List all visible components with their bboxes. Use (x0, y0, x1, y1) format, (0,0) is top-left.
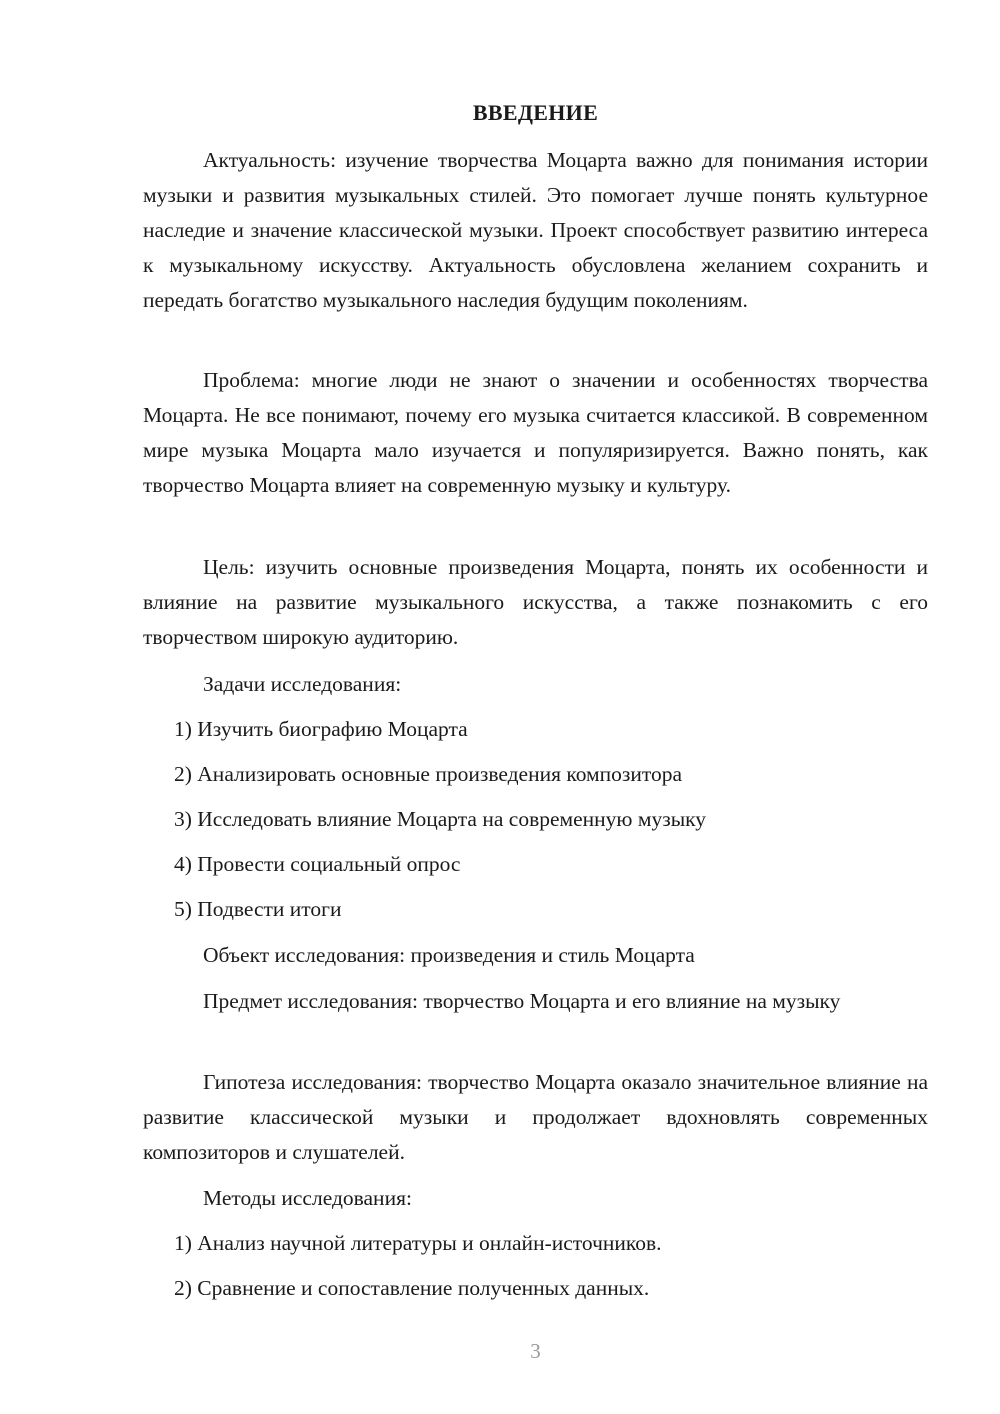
page-number: 3 (530, 1339, 541, 1363)
problem-paragraph: Проблема: многие люди не знают о значении и особенностях творчества Моцарта. Не все понимают, почему его музыка считается классикой. В современном мире музыка Моцарта мало изучается и популяризируется. Важно понять, как творчество Моцарта влияет на современную музыку и культуру. (143, 368, 928, 497)
subject-paragraph: Предмет исследования: творчество Моцарта и его влияние на музыку (203, 989, 841, 1013)
goal-paragraph: Цель: изучить основные произведения Моцарта, понять их особенности и влияние на развитие музыкального искусства, а также познакомить с его творчеством широкую аудиторию. (143, 555, 928, 649)
method-item: 1) Анализ научной литературы и онлайн-источников. (174, 1231, 662, 1255)
task-item: 4) Провести социальный опрос (174, 852, 461, 876)
document-page (143, 0, 928, 1414)
methods-heading: Методы исследования: (203, 1186, 412, 1210)
relevance-paragraph: Актуальность: изучение творчества Моцарта важно для понимания истории музыки и развития музыкальных стилей. Это помогает лучше понять культурное наследие и значение классической музыки. Проект способствует развитию интереса к музыкальному искусству. Актуальность обусловлена желанием сохранить и передать богатство музыкального наследия будущим поколениям. (143, 148, 928, 312)
task-item: 3) Исследовать влияние Моцарта на современную музыку (174, 807, 707, 831)
hypothesis-paragraph: Гипотеза исследования: творчество Моцарта оказало значительное влияние на развитие классической музыки и продолжает вдохновлять современных композиторов и слушателей. (143, 1070, 928, 1164)
section-title: ВВЕДЕНИЕ (472, 100, 599, 125)
task-item: 1) Изучить биографию Моцарта (174, 717, 468, 741)
task-item: 5) Подвести итоги (174, 897, 342, 921)
task-item: 2) Анализировать основные произведения композитора (174, 762, 683, 786)
object-line: Объект исследования: произведения и стиль Моцарта (203, 943, 695, 967)
method-item: 2) Сравнение и сопоставление полученных данных. (174, 1276, 650, 1300)
tasks-heading: Задачи исследования: (203, 672, 402, 696)
